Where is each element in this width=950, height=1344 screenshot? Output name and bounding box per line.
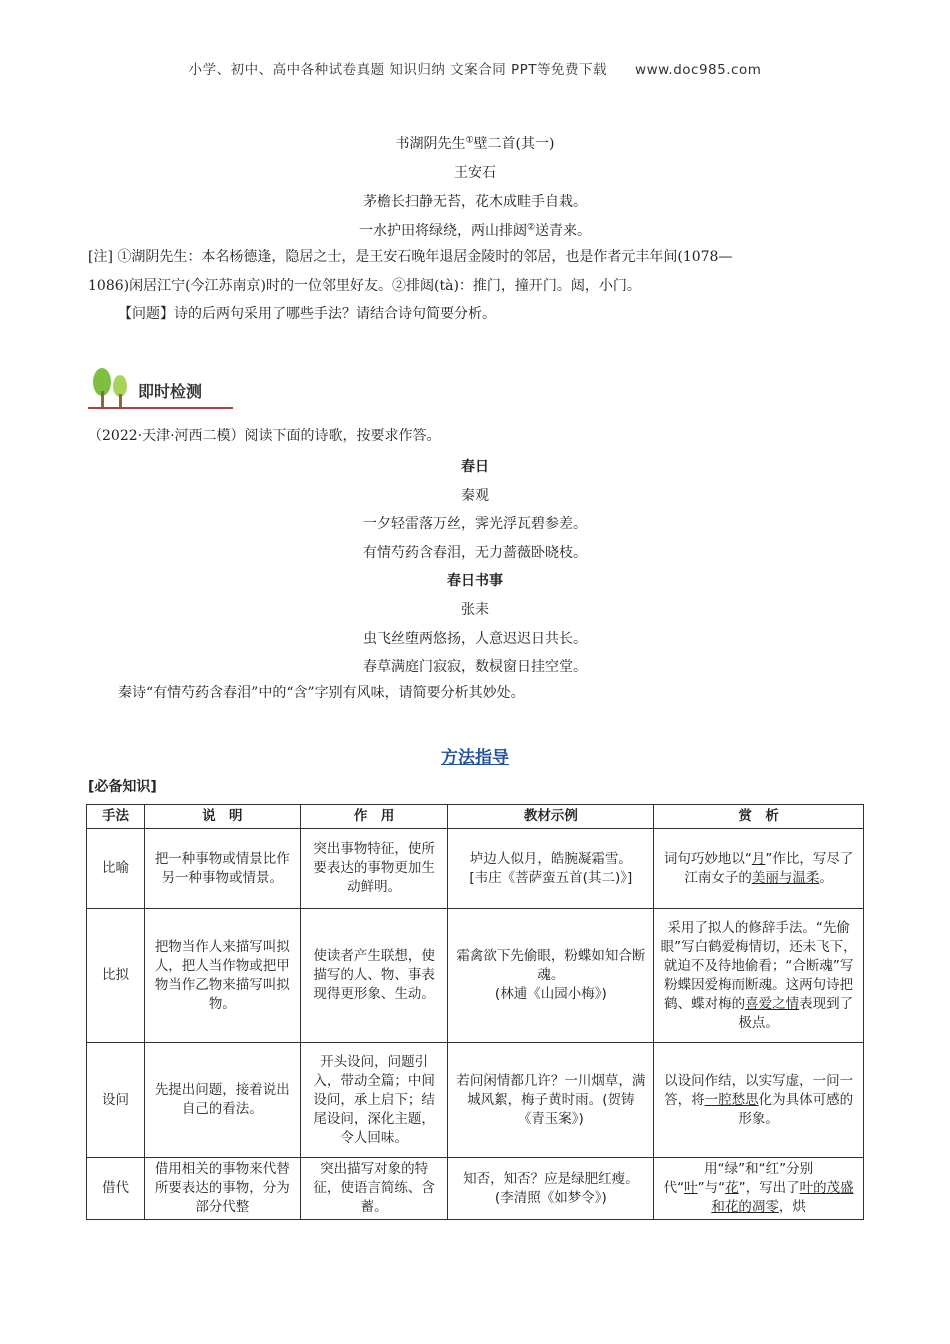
example-text: 知否，知否？应是绿肥红瘦。 <box>463 1170 639 1187</box>
example-source: [韦庄《菩萨蛮五首(其二)》] <box>469 869 633 886</box>
poemA-line2: 有情芍药含春泪，无力蔷薇卧晓枝。 <box>363 545 587 561</box>
analysis-key: 叶的茂盛和花的凋零 <box>711 1180 854 1215</box>
poem1-title <box>0 133 950 153</box>
section-badge <box>88 367 238 411</box>
table-row <box>87 1043 864 1158</box>
row-technique: 借代 <box>87 1158 145 1220</box>
row-example <box>448 829 654 909</box>
analysis-text: 化为具体可感的形象。 <box>738 1091 854 1127</box>
analysis-text: 用“绿”和“红”分别代“ <box>663 1161 814 1196</box>
analysis-key: 美丽与温柔 <box>751 869 820 886</box>
row-desc: 先提出问题，接着说出自己的看法。 <box>144 1043 300 1158</box>
poem1-note-line2: 1086)闲居江宁(今江苏南京)时的一位邻里好友。②排闼(tà)：推门，撞开门。闼，小门。 <box>88 278 641 294</box>
poem1-title-main: 书湖阴先生 <box>395 136 466 152</box>
poemA-author: 秦观 <box>461 488 489 504</box>
analysis-key: 叶 <box>684 1180 698 1196</box>
tree-icon <box>88 367 136 409</box>
example-text: 垆边人似月，皓腕凝霜雪。 <box>469 850 632 867</box>
analysis-text: 采用了拟人的修辞手法。“先偷眼”写白鹤爱梅情切，还未飞下，就迫不及待地偷看；“合断魂”写粉蝶因爱梅而断魂。这两句诗把鹤、蝶对梅的 <box>660 919 857 1012</box>
analysis-key: 一腔愁思 <box>704 1091 759 1108</box>
badge-underline <box>88 407 233 409</box>
poemB-author: 张耒 <box>461 602 489 618</box>
poem1-title-rest: 壁二首(其一) <box>473 136 555 152</box>
analysis-key: 月 <box>751 850 766 867</box>
poem1-note-line1: [注] ①湖阴先生：本名杨德逢，隐居之士，是王安石晚年退居金陵时的邻居，也是作者元丰年间(1078— <box>88 249 733 265</box>
row-analysis <box>654 909 864 1043</box>
poemB-title: 春日书事 <box>447 573 503 589</box>
analysis-text: 表现到了极点。 <box>738 995 854 1031</box>
row-analysis <box>654 829 864 909</box>
poem1-title-mark: ① <box>465 135 474 146</box>
poemB-line2: 春草满庭门寂寂，数棂窗日挂空堂。 <box>363 659 587 675</box>
table-row <box>87 1158 864 1220</box>
row-technique: 设问 <box>87 1043 145 1158</box>
header-text: 小学、初中、高中各种试卷真题 知识归纳 文案合同 PPT等免费下载 <box>188 62 608 78</box>
col-header: 赏 析 <box>654 805 864 829</box>
technique-table <box>86 804 864 1220</box>
poemA-line1: 一夕轻雷落万丝，霁光浮瓦碧参差。 <box>363 516 587 532</box>
poem1-line1: 茅檐长扫静无苔，花木成畦手自栽。 <box>363 194 587 210</box>
row-desc: 把一种事物或情景比作另一种事物或情景。 <box>144 829 300 909</box>
analysis-key: 喜爱之情 <box>745 995 800 1012</box>
example-source: (李清照《如梦令》) <box>494 1189 607 1206</box>
row-example <box>448 1158 654 1220</box>
poem1-line2-a: 一水护田将绿绕，两山排闼 <box>358 223 527 239</box>
analysis-text: ”，写出了 <box>738 1180 800 1196</box>
analysis-key: 花 <box>725 1180 739 1196</box>
analysis-text: 词句巧妙地以“ <box>663 850 752 867</box>
row-effect: 突出描写对象的特征，使语言简练、含蓄。 <box>300 1158 448 1220</box>
example-source: (贺铸《青玉案》) <box>517 1091 635 1127</box>
poemA-title: 春日 <box>461 459 489 475</box>
row-desc: 把物当作人来描写叫拟人，把人当作物或把甲物当作乙物来描写叫拟物。 <box>144 909 300 1043</box>
example-source: (林逋《山园小梅》) <box>494 986 607 1002</box>
example-text: 霜禽欲下先偷眼，粉蝶如知合断魂。 <box>456 948 646 983</box>
poem1-question: 【问题】诗的后两句采用了哪些手法？请结合诗句简要分析。 <box>118 306 496 322</box>
table-row <box>87 909 864 1043</box>
table-row <box>87 829 864 909</box>
header-site-link[interactable]: www.doc985.com <box>635 62 762 78</box>
row-example <box>448 909 654 1043</box>
method-title[interactable]: 方法指导 <box>441 748 509 768</box>
row-effect: 开头设问，问题引入，带动全篇；中间设问，承上启下；结尾设问，深化主题，令人回味。 <box>300 1043 448 1158</box>
analysis-text: 。 <box>819 869 833 886</box>
exercise-intro: （2022·天津·河西二模）阅读下面的诗歌，按要求作答。 <box>88 428 441 444</box>
col-header: 作 用 <box>300 805 448 829</box>
col-header: 说 明 <box>144 805 300 829</box>
row-desc: 借用相关的事物来代替所要表达的事物，分为部分代整 <box>144 1158 300 1220</box>
page-header <box>0 58 950 78</box>
analysis-text: 以设问作结，以实写虚，一问一答，将 <box>664 1072 854 1108</box>
badge-label: 即时检测 <box>138 382 203 401</box>
analysis-text: ”与“ <box>697 1180 726 1196</box>
exercise-question: 秦诗“有情芍药含春泪”中的“含”字别有风味，请简要分析其妙处。 <box>118 685 525 701</box>
row-analysis <box>654 1158 864 1220</box>
poem1-note <box>88 243 868 301</box>
row-technique: 比喻 <box>87 829 145 909</box>
col-header: 手法 <box>87 805 145 829</box>
poem1-line2-mark: ② <box>526 222 536 233</box>
poem1-line2 <box>0 220 950 240</box>
row-analysis <box>654 1043 864 1158</box>
row-effect: 突出事物特征，使所要表达的事物更加生动鲜明。 <box>300 829 448 909</box>
poemB-line1: 虫飞丝堕两悠扬，人意迟迟日共长。 <box>363 631 587 647</box>
section-label: [必备知识] <box>88 779 157 795</box>
analysis-text: ，烘 <box>778 1199 806 1215</box>
col-header: 教材示例 <box>448 805 654 829</box>
row-example <box>448 1043 654 1158</box>
row-effect: 使读者产生联想，使描写的人、物、事表现得更形象、生动。 <box>300 909 448 1043</box>
table-header-row <box>87 805 864 829</box>
poem1-author: 王安石 <box>454 165 496 181</box>
example-text: 若问闲情都几许？一川烟草，满城风絮，梅子黄时雨。 <box>456 1072 646 1108</box>
analysis-text: ”作比，写尽了江南女子的 <box>684 850 854 886</box>
row-technique: 比拟 <box>87 909 145 1043</box>
poem1-line2-b: 送青来。 <box>535 223 592 239</box>
